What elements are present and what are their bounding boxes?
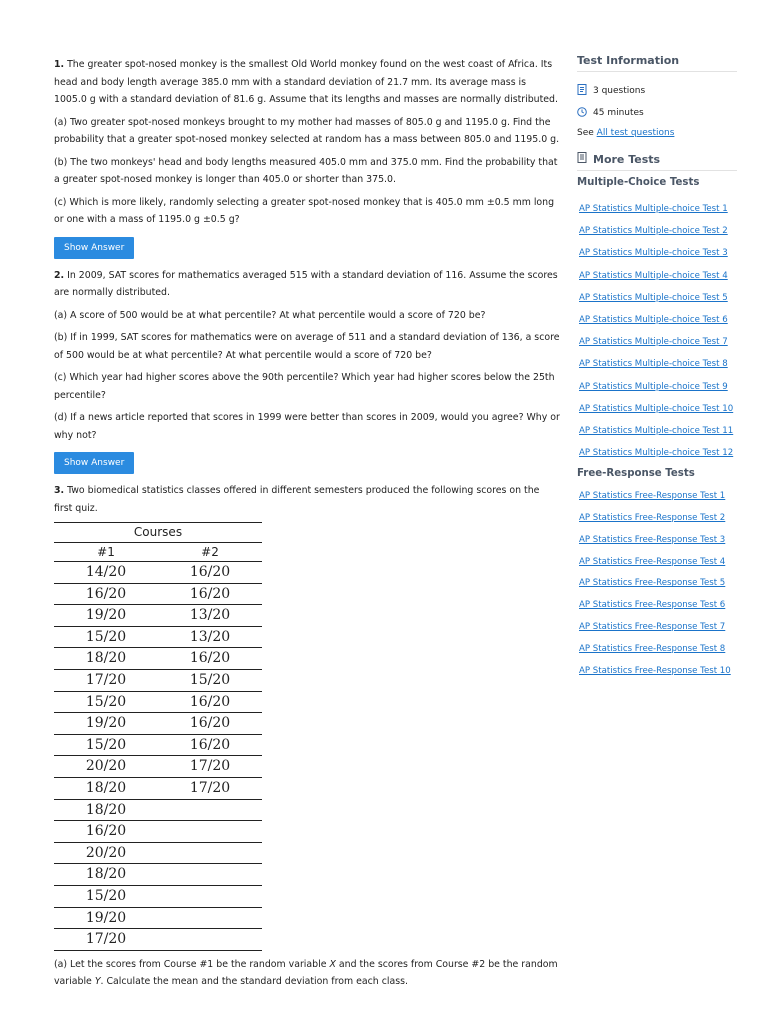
course-2-score: 17/20	[158, 777, 262, 799]
course-1-score: 15/20	[54, 734, 158, 756]
fr-test-link-7[interactable]: AP Statistics Free-Response Test 7	[579, 622, 726, 633]
course-1-score: 15/20	[54, 691, 158, 713]
questions-count: 3 questions	[593, 86, 646, 96]
course-2-score	[158, 842, 262, 864]
sidebar	[577, 54, 737, 685]
table-row	[54, 777, 262, 799]
table-row	[54, 864, 262, 886]
mc-test-link-5[interactable]: AP Statistics Multiple-choice Test 5	[579, 292, 728, 303]
part-a-text: and the scores from Course #2 be the random variable	[54, 958, 558, 988]
column-header-course-2: #2	[158, 543, 262, 562]
table-row	[54, 756, 262, 778]
table-row	[54, 626, 262, 648]
course-2-score: 13/20	[158, 626, 262, 648]
mc-test-link-7[interactable]: AP Statistics Multiple-choice Test 7	[579, 337, 728, 348]
question-1-part-c: (c) Which is more likely, randomly selecting a greater spot-nosed monkey that is 405.0 mm ±0.5 mm long or one with a mass of 1195.0 g ±0.5 g?	[54, 196, 555, 225]
mc-test-link-12[interactable]: AP Statistics Multiple-choice Test 12	[579, 448, 734, 459]
course-2-score	[158, 929, 262, 951]
part-a-text: . Calculate the mean and the standard deviation from each class.	[100, 976, 408, 988]
course-2-score: 16/20	[158, 713, 262, 735]
question-3-part-a	[54, 956, 560, 991]
table-row	[54, 799, 262, 821]
all-test-questions-link[interactable]: All test questions	[596, 128, 675, 138]
question-1-part-a: (a) Two greater spot-nosed monkeys brought to my mother had masses of 805.0 g and 1195.0 g. Find the probability that a greater spot-nosed monkey selected at random has a mass between 805.0 and 1195.0 g.	[54, 116, 560, 145]
course-1-score: 20/20	[54, 756, 158, 778]
fr-test-link-5[interactable]: AP Statistics Free-Response Test 5	[579, 578, 726, 589]
table-row	[54, 605, 262, 627]
scores-table	[54, 522, 262, 951]
questions-count-row	[577, 80, 737, 102]
table-row	[54, 669, 262, 691]
course-1-score: 17/20	[54, 669, 158, 691]
free-response-title: Free-Response Tests	[577, 468, 695, 480]
duration: 45 minutes	[593, 108, 644, 118]
multiple-choice-title: Multiple-Choice Tests	[577, 170, 737, 202]
table-row	[54, 885, 262, 907]
question-number: 1.	[54, 59, 65, 70]
table-row	[54, 821, 262, 843]
course-1-score: 18/20	[54, 648, 158, 670]
course-1-score: 20/20	[54, 842, 158, 864]
see-prefix: See	[577, 128, 597, 138]
more-tests-title	[577, 152, 737, 166]
column-header-course-1: #1	[54, 543, 158, 562]
mc-test-link-8[interactable]: AP Statistics Multiple-choice Test 8	[579, 359, 728, 370]
question-number: 3.	[54, 485, 65, 496]
course-1-score: 19/20	[54, 713, 158, 735]
variable-y: Y	[94, 976, 101, 988]
course-1-score: 18/20	[54, 777, 158, 799]
document-icon	[577, 84, 593, 98]
fr-test-link-3[interactable]: AP Statistics Free-Response Test 3	[579, 534, 726, 545]
mc-test-link-6[interactable]: AP Statistics Multiple-choice Test 6	[579, 314, 728, 325]
course-2-score: 16/20	[158, 583, 262, 605]
course-2-score: 16/20	[158, 562, 262, 584]
free-response-list	[577, 489, 737, 677]
mc-test-link-1[interactable]: AP Statistics Multiple-choice Test 1	[579, 204, 728, 214]
course-2-score	[158, 907, 262, 929]
fr-test-link-6[interactable]: AP Statistics Free-Response Test 6	[579, 600, 726, 611]
table-row	[54, 583, 262, 605]
table-row	[54, 713, 262, 735]
mc-test-link-2[interactable]: AP Statistics Multiple-choice Test 2	[579, 226, 728, 237]
course-2-score: 15/20	[158, 669, 262, 691]
table-caption: Courses	[54, 523, 262, 543]
question-2-part-a: (a) A score of 500 would be at what percentile? At what percentile would a score of 720 be?	[54, 309, 486, 321]
course-1-score: 18/20	[54, 864, 158, 886]
question-3-stem	[54, 482, 560, 517]
table-row	[54, 562, 262, 584]
question-1	[54, 56, 560, 267]
course-1-score: 17/20	[54, 929, 158, 951]
course-2-score	[158, 821, 262, 843]
more-tests-label: More Tests	[593, 152, 661, 166]
question-2	[54, 267, 560, 483]
course-1-score: 19/20	[54, 605, 158, 627]
table-row	[54, 734, 262, 756]
part-a-text: (a) Let the scores from Course #1 be the random variable	[54, 958, 330, 970]
mc-test-link-4[interactable]: AP Statistics Multiple-choice Test 4	[579, 270, 728, 281]
course-2-score	[158, 864, 262, 886]
question-text: The greater spot-nosed monkey is the smallest Old World monkey found on the west coast of Africa. Its head and body length average 385.0 mm with a standard deviation of 21.7 mm. Its average mass is 1005.0 g with a standard deviation of 81.6 g. Assume that its lengths and masses are normally distributed.	[54, 59, 558, 105]
question-2-part-d: (d) If a news article reported that scores in 1999 were better than scores in 2009, would you agree? Why or why not?	[54, 412, 560, 441]
course-2-score: 16/20	[158, 734, 262, 756]
table-body	[54, 562, 262, 951]
course-1-score: 15/20	[54, 885, 158, 907]
show-answer-button-2[interactable]: Show Answer	[54, 452, 134, 474]
fr-test-link-4[interactable]: AP Statistics Free-Response Test 4	[579, 556, 726, 567]
question-1-part-b: (b) The two monkeys' head and body lengths measured 405.0 mm and 375.0 mm. Find the probability that a greater spot-nosed monkey is longer than 405.0 or shorter than 375.0.	[54, 156, 558, 185]
see-all-row	[577, 124, 737, 142]
question-3	[54, 482, 560, 991]
mc-test-link-10[interactable]: AP Statistics Multiple-choice Test 10	[579, 403, 734, 414]
table-row	[54, 929, 262, 951]
question-2-part-c: (c) Which year had higher scores above the 90th percentile? Which year had higher scores below the 25th percentile?	[54, 372, 555, 401]
course-1-score: 19/20	[54, 907, 158, 929]
variable-x: X	[329, 958, 336, 970]
fr-test-link-9[interactable]: AP Statistics Free-Response Test 10	[579, 665, 731, 676]
table-row	[54, 691, 262, 713]
question-2-part-b: (b) If in 1999, SAT scores for mathematics were on average of 511 and a standard deviation of 136, a score of 500 would be at what percentile? At what percentile would a score of 720 be?	[54, 332, 560, 361]
course-2-score	[158, 885, 262, 907]
fr-test-link-1[interactable]: AP Statistics Free-Response Test 1	[579, 491, 726, 502]
question-2-stem	[54, 267, 560, 302]
course-1-score: 16/20	[54, 821, 158, 843]
course-2-score: 13/20	[158, 605, 262, 627]
book-icon	[577, 152, 593, 166]
fr-test-link-8[interactable]: AP Statistics Free-Response Test 8	[579, 643, 726, 654]
course-2-score: 16/20	[158, 691, 262, 713]
table-row	[54, 648, 262, 670]
question-text: Two biomedical statistics classes offered in different semesters produced the following scores on the first quiz.	[54, 485, 540, 514]
show-answer-button-1[interactable]: Show Answer	[54, 237, 134, 259]
course-2-score: 16/20	[158, 648, 262, 670]
question-number: 2.	[54, 269, 65, 281]
multiple-choice-list	[577, 202, 737, 460]
course-1-score: 15/20	[54, 626, 158, 648]
duration-row	[577, 102, 737, 124]
table-row	[54, 842, 262, 864]
question-1-stem	[54, 56, 560, 109]
course-2-score: 17/20	[158, 756, 262, 778]
test-information-title: Test Information	[577, 54, 737, 72]
table-row	[54, 907, 262, 929]
main-content	[54, 56, 560, 996]
course-1-score: 18/20	[54, 799, 158, 821]
fr-test-link-2[interactable]: AP Statistics Free-Response Test 2	[579, 513, 726, 524]
course-1-score: 14/20	[54, 562, 158, 584]
clock-icon	[577, 107, 593, 120]
mc-test-link-9[interactable]: AP Statistics Multiple-choice Test 9	[579, 381, 728, 392]
course-2-score	[158, 799, 262, 821]
mc-test-link-11[interactable]: AP Statistics Multiple-choice Test 11	[579, 425, 734, 436]
question-text: In 2009, SAT scores for mathematics averaged 515 with a standard deviation of 116. Assume the scores are normally distributed.	[54, 269, 558, 298]
mc-test-link-3[interactable]: AP Statistics Multiple-choice Test 3	[579, 248, 728, 259]
course-1-score: 16/20	[54, 583, 158, 605]
